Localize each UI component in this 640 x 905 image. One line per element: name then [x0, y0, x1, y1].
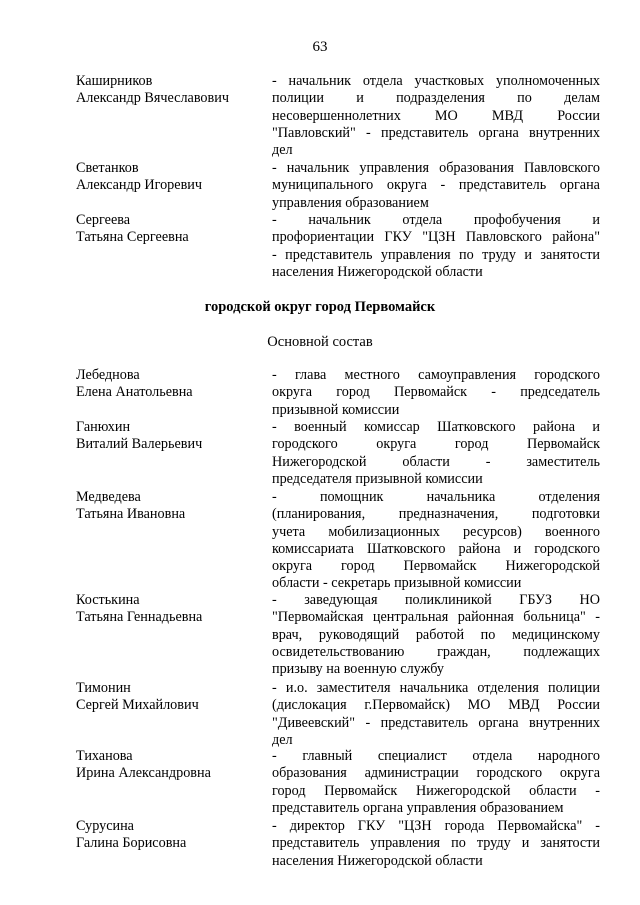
member-role-line: профориентации ГКУ "ЦЗН Павловского района" — [272, 229, 600, 246]
member-role — [272, 818, 600, 870]
member-role-line: - и.о. заместителя начальника отделения полиции — [272, 680, 600, 696]
member-role-line: городского округа город Первомайск — [272, 436, 600, 453]
member-name — [76, 73, 266, 108]
member-name — [76, 680, 266, 715]
member-name-line: Александр Игоревич — [76, 177, 203, 194]
member-name — [76, 367, 266, 402]
member-role-line: округа город Первомайск - председатель — [272, 384, 600, 401]
member-name — [76, 748, 266, 783]
member-role-line: председателя призывной комиссии — [272, 470, 483, 487]
member-name-line: Елена Анатольевна — [76, 384, 193, 401]
member-name — [76, 160, 266, 195]
member-role-line: - глава местного самоуправления городского — [272, 367, 600, 383]
member-name — [76, 489, 266, 524]
member-role-line: - начальник отдела профобучения и — [272, 212, 600, 228]
member-role-line: "Первомайская центральная районная больница" - — [272, 609, 600, 626]
member-name-line: Александр Вячеславович — [76, 90, 229, 107]
member-role — [272, 489, 600, 593]
member-name — [76, 212, 266, 247]
member-name-line: Ирина Александровна — [76, 765, 211, 782]
member-name-line: Каширников — [76, 73, 153, 89]
member-role-line: населения Нижегородской области — [272, 852, 483, 869]
member-role-line: призыву на военную службу — [272, 661, 444, 678]
member-role-line: области - секретарь призывной комиссии — [272, 575, 522, 592]
member-name — [76, 818, 266, 853]
member-role-line: - начальник отдела участковых уполномоченных — [272, 73, 600, 89]
member-name-line: Костькина — [76, 592, 140, 608]
member-role — [272, 680, 600, 749]
member-name-line: Светанков — [76, 160, 139, 176]
member-role-line: Нижегородской области - заместитель — [272, 453, 600, 470]
member-name-line: Сурусина — [76, 818, 134, 834]
member-role-line: управления образованием — [272, 194, 429, 211]
member-role-line: дел — [272, 142, 293, 159]
member-name-line: Татьяна Сергеевна — [76, 229, 189, 246]
member-role-line: - начальник управления образования Павловского — [272, 160, 600, 176]
member-role — [272, 212, 600, 281]
member-role-line: - директор ГКУ "ЦЗН города Первомайска" - — [272, 818, 600, 834]
section-title: городской округ город Первомайск — [204, 299, 436, 315]
member-role-line: учета мобилизационных ресурсов) военного — [272, 523, 600, 540]
member-role — [272, 592, 600, 678]
member-role-line: муниципального округа - представитель органа — [272, 177, 600, 194]
member-role — [272, 73, 600, 159]
member-name-line: Татьяна Ивановна — [76, 506, 186, 523]
member-name-line: Татьяна Геннадьевна — [76, 609, 203, 626]
member-role-line: полиции и подразделения по делам — [272, 90, 600, 107]
member-role-line: - военный комиссар Шатковского района и — [272, 419, 600, 435]
member-role-line: освидетельствованию граждан, подлежащих — [272, 643, 600, 660]
member-name-line: Галина Борисовна — [76, 835, 187, 852]
member-name-line: Виталий Валерьевич — [76, 436, 203, 453]
member-role-line: город Первомайск Нижегородской области - — [272, 782, 600, 799]
member-name-line: Медведева — [76, 489, 141, 505]
member-role-line: "Дивеевский" - представитель органа внутренних — [272, 714, 600, 731]
member-name-line: Сергей Михайлович — [76, 697, 199, 714]
member-role — [272, 419, 600, 488]
member-role-line: дел — [272, 731, 293, 748]
member-role-line: образования администрации городского округа — [272, 765, 600, 782]
member-role — [272, 367, 600, 419]
member-role — [272, 160, 600, 212]
member-role-line: населения Нижегородской области — [272, 263, 483, 280]
member-role-line: врач, руководящий работой по медицинскому — [272, 626, 600, 643]
member-role-line: "Павловский" - представитель органа внутренних — [272, 124, 600, 141]
member-role-line: - помощник начальника отделения — [272, 489, 600, 505]
member-role-line: несовершеннолетних МО МВД России — [272, 107, 600, 124]
member-name — [76, 419, 266, 454]
member-name-line: Сергеева — [76, 212, 131, 228]
member-role-line: округа город Первомайск Нижегородской — [272, 558, 600, 575]
member-role-line: представитель органа управления образованием — [272, 799, 564, 816]
member-role-line: - заведующая поликлиникой ГБУЗ НО — [272, 592, 600, 608]
member-role-line: комиссариата Шатковского района и городского — [272, 540, 600, 557]
member-name-line: Тимонин — [76, 680, 131, 696]
member-name-line: Ганюхин — [76, 419, 131, 435]
member-role-line: (дислокация г.Первомайск) МО МВД России — [272, 697, 600, 714]
member-name-line: Лебеднова — [76, 367, 140, 383]
member-role-line: представитель управления по труду и занятости — [272, 835, 600, 852]
member-role-line: (планирования, предназначения, подготовки — [272, 506, 600, 523]
subsection-title: Основной состав — [267, 334, 373, 350]
member-role-line: - главный специалист отдела народного — [272, 748, 600, 764]
member-role — [272, 748, 600, 817]
page-number: 63 — [312, 39, 328, 55]
member-name — [76, 592, 266, 627]
member-role-line: - представитель управления по труду и занятости — [272, 246, 600, 263]
member-role-line: призывной комиссии — [272, 401, 400, 418]
member-name-line: Тиханова — [76, 748, 133, 764]
